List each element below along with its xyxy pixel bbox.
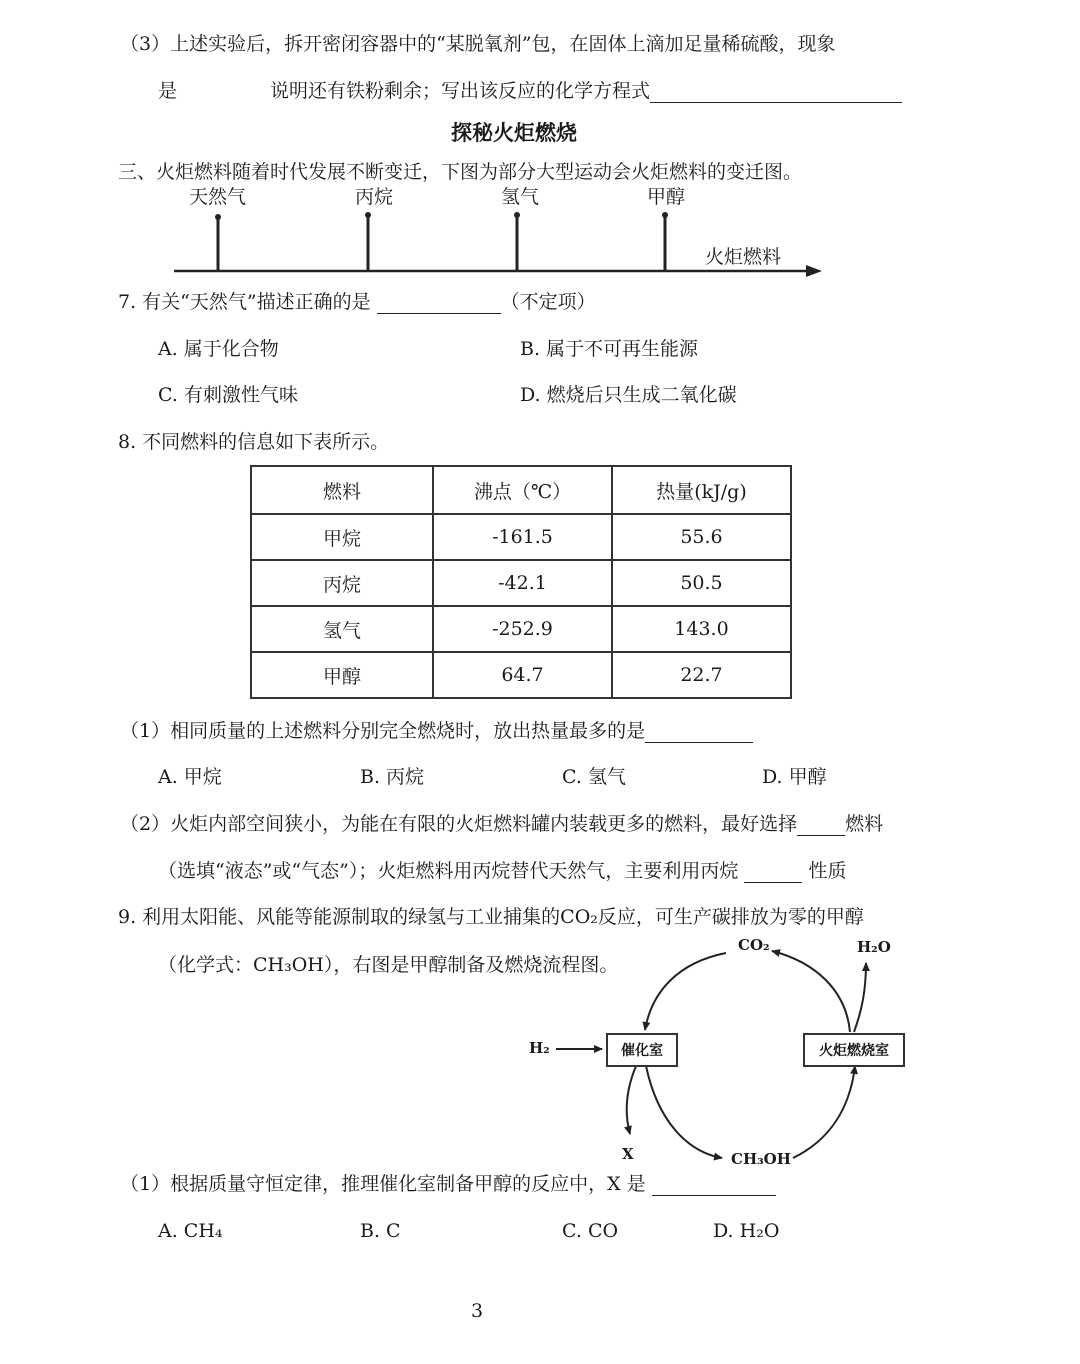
part3-intro: 三、火炬燃料随着时代发展不断变迁，下图为部分大型运动会火炬燃料的变迁图。 (118, 161, 803, 183)
table-header-cell: 沸点（℃） (433, 466, 612, 514)
q8-sub1-option-c[interactable]: C. 氢气 (562, 766, 626, 788)
table-cell: 丙烷 (251, 560, 433, 606)
q7-stem-text: 7. 有关“天然气”描述正确的是 (118, 291, 371, 313)
table-cell: 64.7 (433, 652, 612, 698)
table-cell: 甲醇 (251, 652, 433, 698)
table-cell: -42.1 (433, 560, 612, 606)
q8-sub2-line2-suffix: 性质 (808, 860, 847, 882)
q3-line2-body: 说明还有铁粉剩余；写出该反应的化学方程式 (270, 80, 651, 102)
q9-sub1-option-d[interactable]: D. H₂O (713, 1220, 780, 1242)
q7-stem-suffix: （不定项） (500, 291, 596, 313)
arrow-catalyst-to-x (627, 1066, 636, 1134)
q7-option-c[interactable]: C. 有刺激性气味 (158, 384, 298, 406)
arrow-burner-to-h2o (854, 963, 866, 1032)
q8-sub1-option-d[interactable]: D. 甲醇 (762, 766, 827, 788)
arrow-burner-to-co2 (772, 951, 850, 1032)
table-header-cell: 热量(kJ/g) (612, 466, 791, 514)
table-cell: -252.9 (433, 606, 612, 652)
q7-option-b[interactable]: B. 属于不可再生能源 (520, 338, 699, 360)
q9-sub1-option-c[interactable]: C. CO (562, 1220, 619, 1242)
q9-sub1-option-a[interactable]: A. CH₄ (158, 1220, 223, 1242)
catalyst-chamber-box: 催化室 (606, 1033, 678, 1067)
q9-stem-line2: （化学式：CH₃OH），右图是甲醇制备及燃烧流程图。 (158, 954, 619, 976)
timeline-label-natural-gas: 天然气 (189, 186, 247, 208)
table-cell: 55.6 (612, 514, 791, 560)
timeline-label-propane: 丙烷 (355, 186, 394, 208)
table-cell: 50.5 (612, 560, 791, 606)
table-cell: 甲烷 (251, 514, 433, 560)
timeline-axis-label: 火炬燃料 (705, 246, 782, 268)
q3-line2-prefix: 是 (158, 80, 178, 102)
co2-label: CO₂ (738, 936, 770, 954)
q9-sub1-blank[interactable] (652, 1175, 776, 1196)
page-number: 3 (471, 1300, 484, 1322)
h2o-label: H₂O (857, 938, 891, 956)
h2-label: H₂ (529, 1039, 550, 1057)
timeline-label-hydrogen: 氢气 (501, 186, 540, 208)
q8-sub2-suffix: 燃料 (845, 813, 884, 835)
table-cell: 22.7 (612, 652, 791, 698)
x-label: X (622, 1145, 634, 1163)
arrow-catalyst-to-ch3oh (646, 1066, 722, 1158)
q8-sub2-text: （2）火炬内部空间狭小，为能在有限的火炬燃料罐内装载更多的燃料，最好选择 (120, 813, 798, 835)
ch3oh-label: CH₃OH (731, 1150, 791, 1168)
q9-sub1-option-b[interactable]: B. C (360, 1220, 401, 1242)
arrow-co2-to-catalyst (645, 953, 726, 1030)
table-header-cell: 燃料 (251, 466, 433, 514)
torch-burner-box: 火炬燃烧室 (803, 1033, 905, 1067)
table-cell: 氢气 (251, 606, 433, 652)
q9-sub1 (120, 1172, 776, 1196)
q8-sub1-option-b[interactable]: B. 丙烷 (360, 766, 425, 788)
table-cell: 143.0 (612, 606, 791, 652)
table-cell: -161.5 (433, 514, 612, 560)
q7-option-a[interactable]: A. 属于化合物 (158, 338, 279, 360)
q8-sub2-line2-text: （选填“液态”或“气态”）；火炬燃料用丙烷替代天然气，主要利用丙烷 (158, 860, 739, 882)
q8-sub1-text: （1）相同质量的上述燃料分别完全燃烧时，放出热量最多的是 (120, 720, 646, 742)
q9-stem-line1: 9. 利用太阳能、风能等能源制取的绿氢与工业捕集的CO₂反应，可生产碳排放为零的甲醇 (118, 906, 864, 928)
q7-option-d[interactable]: D. 燃烧后只生成二氧化碳 (520, 384, 737, 406)
timeline-label-methanol: 甲醇 (647, 186, 686, 208)
section-title: 探秘火炬燃烧 (451, 121, 577, 145)
q3-line1: （3）上述实验后，拆开密闭容器中的“某脱氧剂”包，在固体上滴加足量稀硫酸，现象 (120, 33, 836, 55)
q8-stem: 8. 不同燃料的信息如下表所示。 (118, 431, 390, 453)
arrow-ch3oh-to-burner (793, 1066, 855, 1158)
q9-sub1-text: （1）根据质量守恒定律，推理催化室制备甲醇的反应中，X 是 (120, 1173, 646, 1195)
q8-sub1-option-a[interactable]: A. 甲烷 (158, 766, 222, 788)
